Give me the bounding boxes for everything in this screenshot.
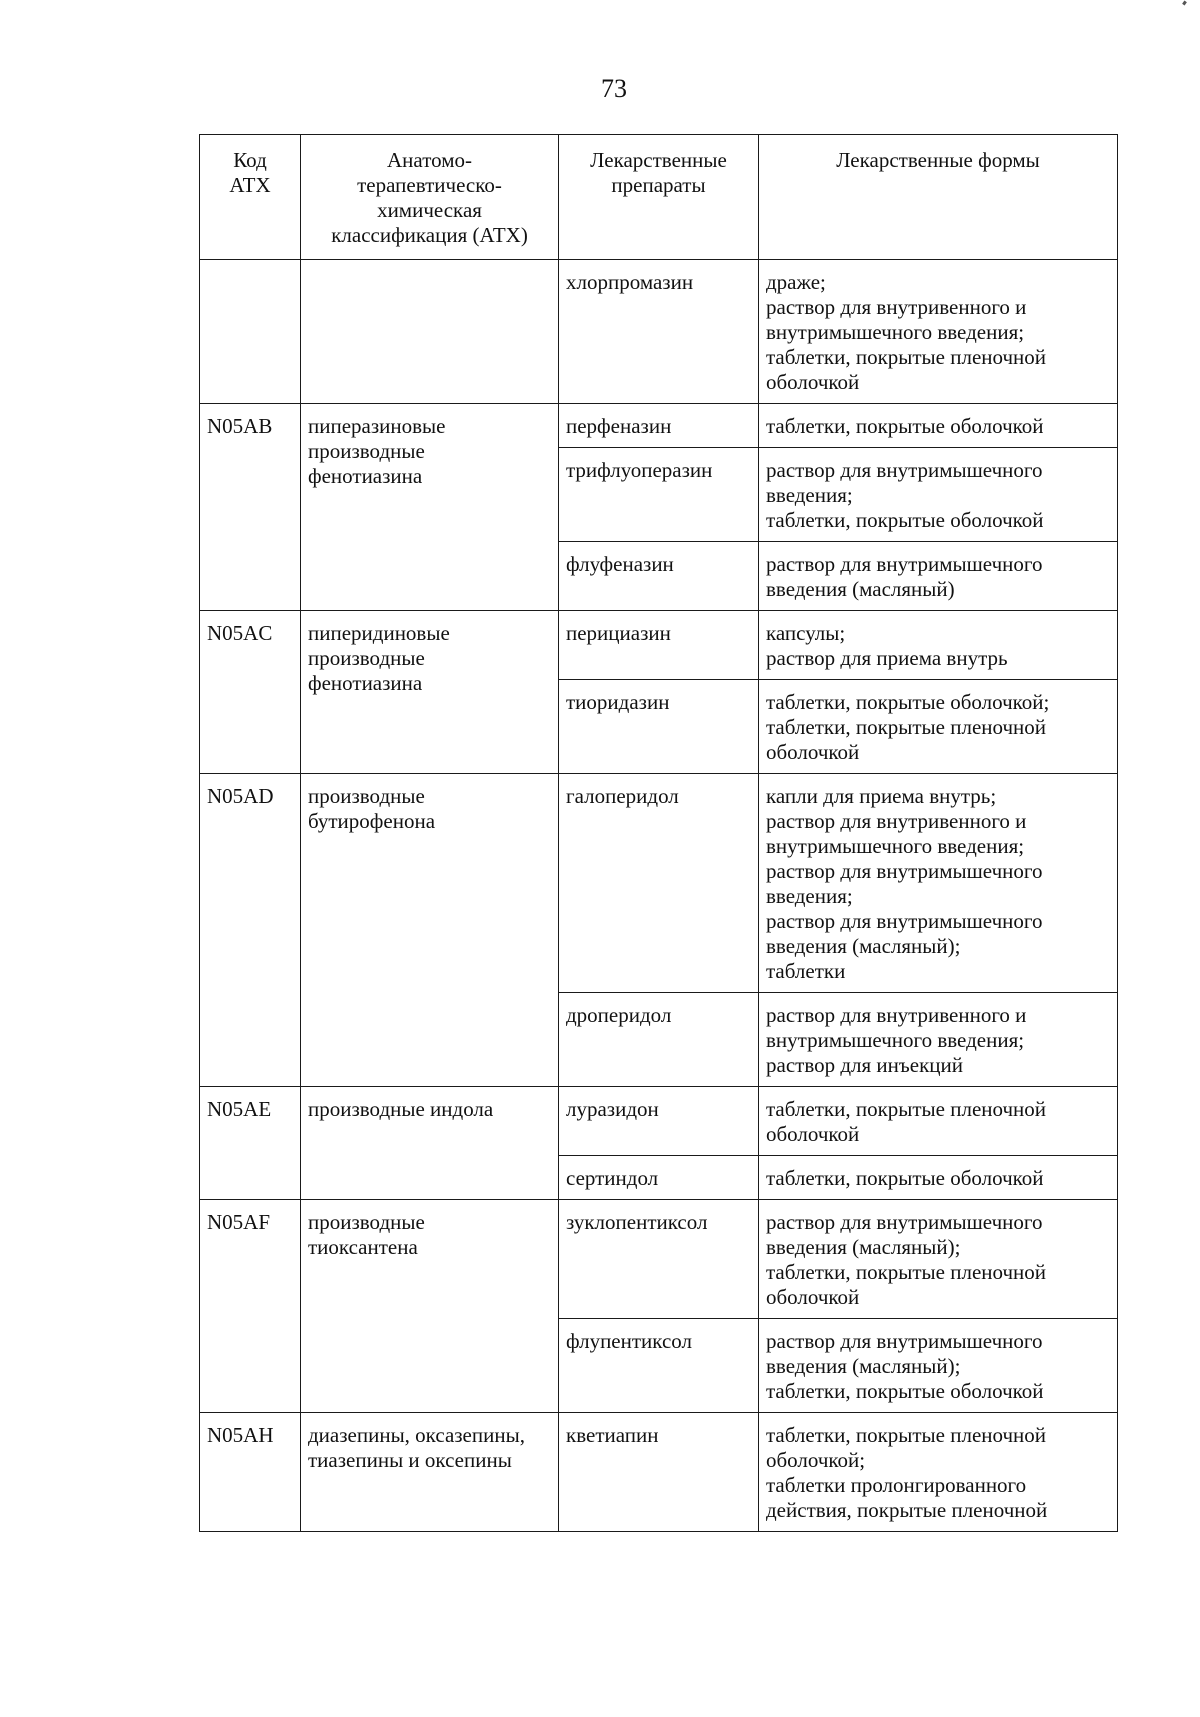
- header-classification: Анатомо- терапевтическо- химическая классификация (АТХ): [301, 135, 559, 260]
- atx-code-cell: [200, 260, 301, 404]
- dosage-forms-cell: раствор для внутримышечного введения (масляный); таблетки, покрытые оболочкой: [759, 1319, 1118, 1413]
- scan-artifact: [1182, 1, 1187, 6]
- atx-code-cell: N05AH: [200, 1413, 301, 1532]
- header-forms: Лекарственные формы: [759, 135, 1118, 260]
- atx-classification-cell: диазепины, оксазепины, тиазепины и оксепины: [301, 1413, 559, 1532]
- page-number: 73: [601, 74, 627, 103]
- dosage-forms-cell: таблетки, покрытые пленочной оболочкой: [759, 1087, 1118, 1156]
- table-row: [200, 774, 1118, 993]
- table-body: [200, 260, 1118, 1532]
- dosage-forms-cell: таблетки, покрытые пленочной оболочкой; таблетки пролонгированного действия, покрытые пленочной: [759, 1413, 1118, 1532]
- drug-name-cell: кветиапин: [559, 1413, 759, 1532]
- dosage-forms-cell: раствор для внутривенного и внутримышечного введения; раствор для инъекций: [759, 993, 1118, 1087]
- dosage-forms-cell: таблетки, покрытые оболочкой: [759, 404, 1118, 448]
- atx-drug-table: [199, 134, 1118, 1532]
- dosage-forms-cell: капсулы; раствор для приема внутрь: [759, 611, 1118, 680]
- table-row: [200, 404, 1118, 448]
- drug-name-cell: галоперидол: [559, 774, 759, 993]
- drug-name-cell: перфеназин: [559, 404, 759, 448]
- dosage-forms-cell: таблетки, покрытые оболочкой: [759, 1156, 1118, 1200]
- drug-name-cell: перициазин: [559, 611, 759, 680]
- drug-name-cell: хлорпромазин: [559, 260, 759, 404]
- drug-name-cell: луразидон: [559, 1087, 759, 1156]
- atx-code-cell: N05AF: [200, 1200, 301, 1413]
- dosage-forms-cell: раствор для внутримышечного введения (масляный); таблетки, покрытые пленочной оболочкой: [759, 1200, 1118, 1319]
- atx-code-cell: N05AB: [200, 404, 301, 611]
- atx-classification-cell: пиперазиновые производные фенотиазина: [301, 404, 559, 611]
- drug-name-cell: тиоридазин: [559, 680, 759, 774]
- drug-name-cell: трифлуоперазин: [559, 448, 759, 542]
- dosage-forms-cell: раствор для внутримышечного введения (масляный): [759, 542, 1118, 611]
- table-header-row: [200, 135, 1118, 260]
- dosage-forms-cell: капли для приема внутрь; раствор для внутривенного и внутримышечного введения; раствор для внутримышечного введения; раствор для внутримышечного введения (масляный); таблетки: [759, 774, 1118, 993]
- atx-classification-cell: производные бутирофенона: [301, 774, 559, 1087]
- drug-name-cell: сертиндол: [559, 1156, 759, 1200]
- atx-classification-cell: [301, 260, 559, 404]
- table-row: [200, 611, 1118, 680]
- atx-classification-cell: пиперидиновые производные фенотиазина: [301, 611, 559, 774]
- header-drugs: Лекарственные препараты: [559, 135, 759, 260]
- table-row: [200, 260, 1118, 404]
- dosage-forms-cell: таблетки, покрытые оболочкой; таблетки, покрытые пленочной оболочкой: [759, 680, 1118, 774]
- drug-name-cell: дроперидол: [559, 993, 759, 1087]
- atx-classification-cell: производные тиоксантена: [301, 1200, 559, 1413]
- header-code: Код АТХ: [200, 135, 301, 260]
- table-row: [200, 1200, 1118, 1319]
- atx-code-cell: N05AE: [200, 1087, 301, 1200]
- table-row: [200, 1413, 1118, 1532]
- dosage-forms-cell: раствор для внутримышечного введения; таблетки, покрытые оболочкой: [759, 448, 1118, 542]
- drug-name-cell: флуфеназин: [559, 542, 759, 611]
- atx-classification-cell: производные индола: [301, 1087, 559, 1200]
- dosage-forms-cell: драже; раствор для внутривенного и внутримышечного введения; таблетки, покрытые пленочной оболочкой: [759, 260, 1118, 404]
- table-row: [200, 1087, 1118, 1156]
- atx-code-cell: N05AD: [200, 774, 301, 1087]
- drug-name-cell: флупентиксол: [559, 1319, 759, 1413]
- atx-code-cell: N05AC: [200, 611, 301, 774]
- drug-name-cell: зуклопентиксол: [559, 1200, 759, 1319]
